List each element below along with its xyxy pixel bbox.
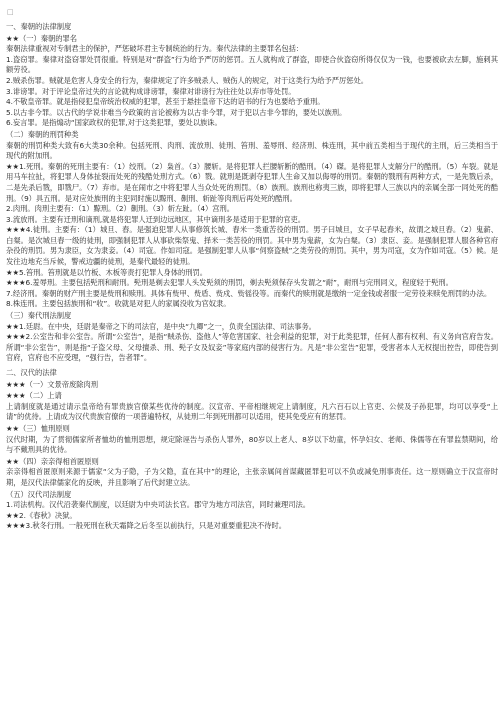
subsection-heading: （三）秦代刑法制度 (6, 311, 72, 321)
paragraph: 1.司法机构。汉代沿袭秦代制度，以廷尉为中央司法长官。郡守为地方司法官，同时兼理司法。 (6, 500, 310, 510)
paragraph: ★★1.廷尉。在中央，廷尉是秦帝之下的司法官，是中央“九卿”之一，负责全国法律、司法事务。 (6, 321, 316, 331)
paragraph: 秦朝的刑罚种类大致有6大类30余种。包括死刑、肉刑、流放刑、徒刑、笞刑、羞辱刑、经济刑、株连刑，其中前五类相当于现代的主刑，后三类相当于现代的附加刑。 (6, 140, 498, 161)
paragraph: 7.经济刑。秦朝的财产刑主要是赀刑和赎刑。具体有赀甲、赀盾、赀戍、赀徭役等。而秦代的赎刑就是缴纳一定金钱或者服一定劳役来赎免刑罚的办法。 (6, 288, 492, 298)
paragraph: ★★★3.秋冬行刑。一般死刑在秋天霜降之后冬至以前执行，只是对重要重犯决不待时。 (6, 521, 286, 531)
paragraph: ★★★6.羞辱刑。主要包括髡刑和耐刑。髡刑是剃去犯罪人头发髡须的刑罚，剃去髡须保存头发谓之“耐”，耐刑与完刑同义，程度轻于髡刑。 (6, 278, 453, 288)
subsection-heading: ★★★（二）上请 (6, 391, 62, 401)
paragraph: 2.肉刑。肉刑主要有：（1）黥刑。（2）劓刑。（3）斩左趾。（4）宫刑。 (6, 204, 235, 214)
section-heading: 一、秦朝的法律制度 (6, 22, 72, 31)
paragraph: 8.株连刑。主要包括族刑和“收”。收就是对犯人的家属没收为官奴隶。 (6, 299, 231, 309)
paragraph: 3.流放刑。主要有迁刑和谪刑,就是将犯罪人迁到边远地区，其中谪刑多是适用于犯罪的官吏。 (6, 214, 306, 224)
page-marker-icon: □ (7, 8, 14, 16)
paragraph: 2.贼杀伤罪。贼就是危害人身安全的行为，秦律规定了许多贼杀人、贼伤人的规定，对于这类行为给予严厉惩处。 (6, 75, 368, 85)
subsection-heading: ★★（三）恤刑原则 (6, 423, 70, 433)
paragraph: ★★2.《春秋》决狱。 (6, 510, 77, 520)
paragraph: ★★1.死刑。秦朝的死刑主要有：（1）绞刑。（2）枭首。（3）腰斩。是将犯罪人拦腰斩断的酷刑。（4）磔。是将犯罪人支解分尸的酷刑。（5）车裂。就是用马车拉扯，将犯罪人身体扯裂而处死的残酷处刑方式。（6）戮。就刑是既剥夺犯罪人生命又加以侮辱的刑罚。秦朝的戮刑有两种方式，一是先戮后杀，二是先杀后戮，即戮尸。（7）弃市。是在闹市之中将犯罪人当众处死的刑罚。（8）族刑。族刑也称夷三族，即将犯罪人三族以内的亲属全部一同处死的酷刑。（9）具五刑。是对应处族刑的主犯同时施以黥刑、劓刑、斩趾等肉刑后再处死的酷刑。 (6, 161, 498, 203)
paragraph: 1.盗窃罪。秦律对盗窃罪处罚很重。特别是对“群盗”行为给予严厉的惩罚。五人就构成了群盗，即使合伙盗窃所得仅仅为一钱，也要被砍去左脚，施刺其额劳役。 (6, 54, 498, 75)
subsection-heading: ★★（四）亲亲得相首匿原则 (6, 456, 99, 466)
paragraph: ★★5.笞刑。笞刑就是以竹板、木板等责打犯罪人身体的刑罚。 (6, 267, 208, 277)
document-body (6, 22, 498, 532)
paragraph: 4.不敬皇帝罪。就是指侵犯皇帝统治权威的犯罪，甚至于悬挂皇帝下达的诏书的行为也要给予重刑。 (6, 97, 325, 107)
paragraph: ★★★2.公室告和非公室告。所谓“公室告”，是指“贼杀伤、盗他人”等危害国家、社会利益的犯罪，对于此类犯罪，任何人都有权利、有义务向官府告发。所谓“非公室告”，则是指“子盗父母、父母擅杀、刑、髡子女及奴妾”等家庭内部的侵害行为。凡是“非公室告”犯罪，受害者本人无权提出控告，即使告到官府，官府也不应受理，“强行告，告者罪”。 (6, 332, 498, 363)
paragraph: 6.妄言罪。是指煽动“国家政权的犯罪,对于这类犯罪，要处以族诛。 (6, 118, 222, 128)
subsection-heading: （二）秦朝的刑罚种类 (6, 129, 79, 139)
paragraph: 亲亲得相首匿原则来源于儒家“父为子隐，子为父隐，直在其中”的理论，主张亲属间首谋藏匿罪犯可以不负或减免刑事责任。这一原则确立于汉宣帝时期，是汉代法律儒家化的反映，并且影响了后代封建立法。 (6, 467, 498, 487)
paragraph: 上请制度就是通过请示皇帝给有罪贵族官僚某些优待的制度。汉宣帝、平帝相继规定上请制度，凡六百石以上官吏、公侯及子孙犯罪，均可以享受“上请”的优待。上请成为汉代贵族官僚的一项普遍特权，从徒刑二年到死刑都可以适用，使其免受应有的惩罚。 (6, 401, 498, 422)
paragraph: 秦朝法律重视对专制君主的保护，严惩破坏君主专制统治的行为。秦代法律的主要罪名包括： (6, 44, 304, 54)
paragraph: 3.诽谤罪。对于评论皇帝过失的言论就构成诽谤罪，秦律对诽谤行为往往处以弃市等处罚。 (6, 86, 296, 96)
subsection-heading: ★★（一）秦朝的罪名 (6, 33, 77, 43)
paragraph: 5.以古非今罪。以古代的学说非难当今政策的言论被称为以古非今罪，对于犯以古非今罪的，要处以族刑。 (6, 107, 347, 117)
paragraph: 汉代时期，为了贯彻儒家所者恤幼的恤刑思想，规定除诬告与杀伤人罪外，80岁以上老人、8岁以下幼童，怀孕妇女、老师、侏儒等在有罪监禁期间，给与不戴刑具的优待。 (6, 434, 498, 455)
subsection-heading: ★★★（一）文景帝废除肉刑 (6, 379, 98, 389)
section-heading: 二、汉代的法律 (6, 368, 57, 377)
subsection-heading: （五）汉代司法制度 (6, 489, 72, 499)
paragraph: ★★★4.徒刑。主要有：（1）城旦、舂。是强迫犯罪人从事修筑长城、舂米一类重苦役的刑罚。男子曰城旦，女子早起舂米，故谓之城旦舂。（2）鬼薪、白粲。是次城旦舂一级的徒刑，即强制犯罪人从事砍柴祭鬼、择米一类苦役的刑罚。其中男为鬼薪，女为白粲。（3）隶臣、妾。是强制犯罪人服各种官府杂役的刑罚。男为隶臣，女为隶妾。（4）司寇。作如司寇。是强制犯罪人从事“伺察盗贼”之类劳役的刑罚。其中，男为司寇，女为作如司寇。（5）候。是发往边地充当斥候，警戒边疆的徒刑，是秦代最轻的徒刑。 (6, 225, 498, 267)
